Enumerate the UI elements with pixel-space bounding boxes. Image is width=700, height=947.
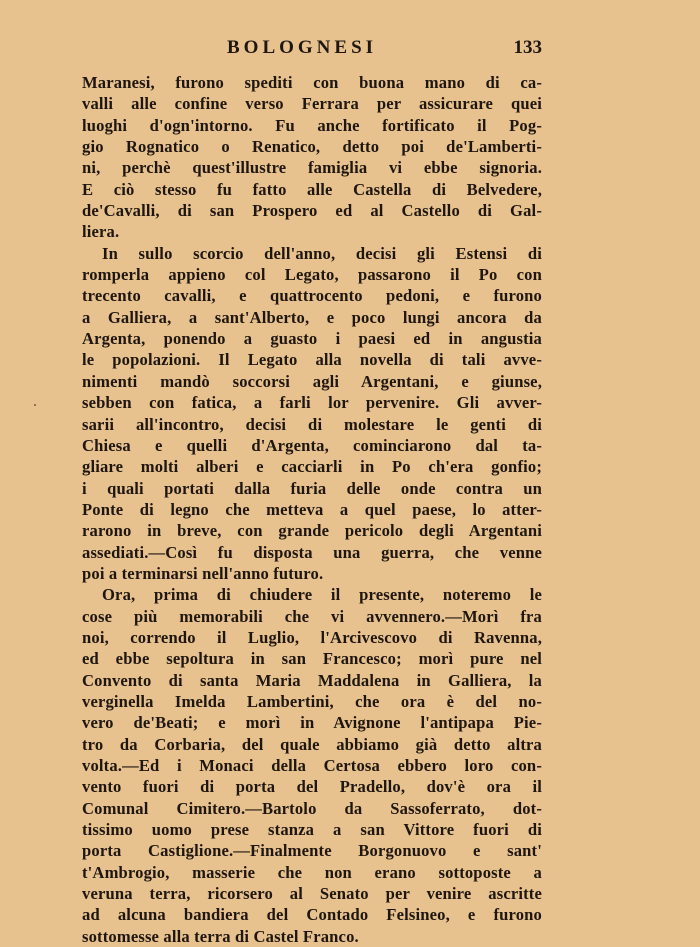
text-line: trecento cavalli, e quattrocento pedoni, e furono — [82, 286, 542, 306]
text-line: Convento di santa Maria Maddalena in Galliera, la — [82, 670, 542, 690]
text-line: Maranesi, furono spediti con buona mano di ca- — [82, 73, 542, 92]
text-line: verginella Imelda Lambertini, che ora è del no- — [82, 691, 542, 711]
running-head — [82, 37, 542, 61]
text-line: Chiesa e quelli d'Argenta, cominciarono dal ta- — [82, 435, 542, 455]
text-line: vero de'Beati; e morì in Avignone l'antipapa Pie- — [82, 713, 542, 733]
text-line: sarii all'incontro, decisi di molestare le genti di — [82, 414, 542, 434]
text-line: noi, correndo il Luglio, l'Arcivescovo di Ravenna, — [82, 627, 542, 647]
text-line: vento fuori di porta del Pradello, dov'è ora il — [82, 777, 542, 797]
margin-speck — [34, 404, 36, 406]
text-line: t'Ambrogio, masserie che non erano sottoposte a — [82, 862, 542, 882]
paragraph-start-line: In sullo scorcio dell'anno, decisi gli Estensi di — [102, 243, 542, 263]
text-line: Argenta, ponendo a guasto i paesi ed in angustia — [82, 329, 542, 349]
text-line: sebben con fatica, a farli lor pervenire. Gli avver- — [82, 393, 542, 413]
text-line: cose più memorabili che vi avvennero.—Morì fra — [82, 606, 542, 626]
text-line: tissimo uomo prese stanza a san Vittore fuori di — [82, 820, 542, 840]
text-line: Comunal Cimitero.—Bartolo da Sassoferrato, dot- — [82, 798, 542, 818]
text-line: assediati.—Così fu disposta una guerra, che venne — [82, 542, 542, 562]
text-line: E ciò stesso fu fatto alle Castella di Belvedere, — [82, 179, 542, 199]
text-line: liera. — [82, 222, 120, 242]
text-line: volta.—Ed i Monaci della Certosa ebbero loro con- — [82, 756, 542, 775]
text-line: ad alcuna bandiera del Contado Felsineo, e furono — [82, 905, 542, 925]
text-line: rarono in breve, con grande pericolo degli Argentani — [82, 521, 542, 541]
text-line: gliare molti alberi e cacciarli in Po ch'era gonfio; — [82, 457, 542, 477]
text-line: luoghi d'ogn'intorno. Fu anche fortificato il Pog- — [82, 115, 542, 135]
text-line: nimenti mandò soccorsi agli Argentani, e giunse, — [82, 371, 542, 391]
text-line: le popolazioni. Il Legato alla novella di tali avve- — [82, 350, 542, 370]
text-line: i quali portati dalla furia delle onde contra un — [82, 478, 542, 498]
text-line: poi a terminarsi nell'anno futuro. — [82, 563, 324, 583]
text-line: ni, perchè quest'illustre famiglia vi ebbe signoria. — [82, 158, 542, 178]
body-text — [82, 72, 542, 947]
text-line: tro da Corbaria, del quale abbiamo già detto altra — [82, 734, 542, 754]
text-line: romperla appieno col Legato, passarono il Po con — [82, 265, 542, 285]
text-line: sottomesse alla terra di Castel Franco. — [82, 926, 359, 946]
text-line: a Galliera, a sant'Alberto, e poco lungi ancora da — [82, 307, 542, 327]
page-number: 133 — [513, 37, 542, 58]
text-line: ed ebbe sepoltura in san Francesco; morì pure nel — [82, 649, 542, 669]
running-head-title: BOLOGNESI — [227, 37, 378, 58]
text-line: valli alle confine verso Ferrara per assicurare quei — [82, 94, 542, 114]
text-line: de'Cavalli, di san Prospero ed al Castello di Gal- — [82, 201, 542, 221]
text-line: veruna terra, ricorsero al Senato per venire ascritte — [82, 884, 542, 904]
paragraph-start-line: Ora, prima di chiudere il presente, noteremo le — [102, 585, 542, 605]
text-line: Ponte di legno che metteva a quel paese, lo atter- — [82, 499, 542, 519]
text-line: gio Rognatico o Renatico, detto poi de'Lamberti- — [82, 137, 542, 157]
text-line: porta Castiglione.—Finalmente Borgonuovo e sant' — [82, 841, 542, 861]
